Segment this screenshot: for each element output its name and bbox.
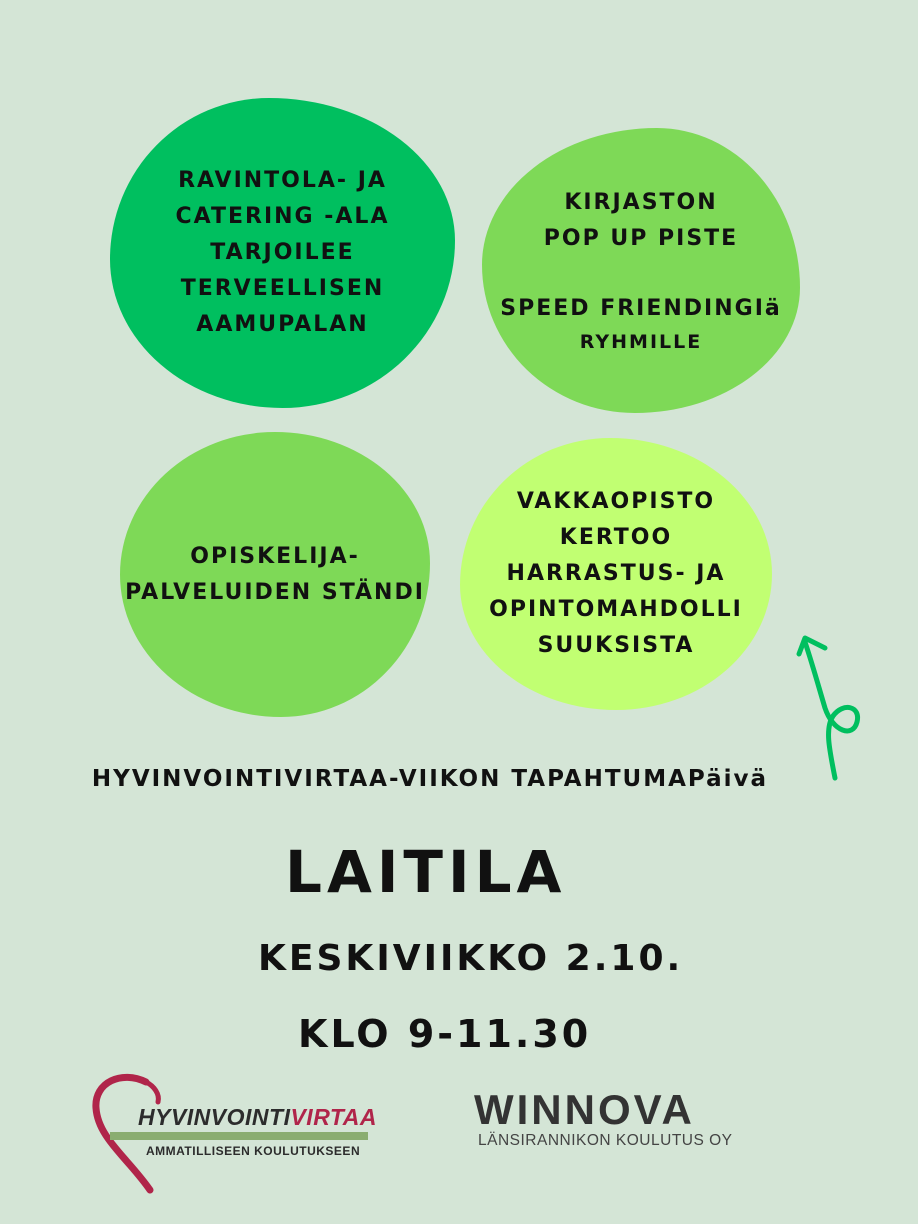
restaurant-blob: [110, 98, 455, 408]
city-title: LAITILA: [285, 838, 567, 906]
restaurant-line-5: AAMUPALAN: [196, 312, 369, 337]
vakkaopisto-line-1: VAKKAOPISTO: [516, 489, 716, 514]
logo-subtitle: AMMATILLISEEN KOULUTUKSEEN: [146, 1144, 361, 1158]
curly-arrow-icon: [795, 628, 875, 786]
hyvinvointivirtaa-logo: [88, 1068, 378, 1198]
library-line-2: POP UP PISTE: [543, 225, 739, 251]
speed-friending-line: SPEED FRIENDINGIä: [500, 295, 782, 321]
event-subtitle: HYVINVOINTIVIRTAA-VIIKON TAPAHTUMAPäivä: [91, 766, 769, 792]
logo-virtaa-text: VIRTAA: [290, 1104, 377, 1130]
vakkaopisto-line-4: OPINTOMAHDOLLI: [489, 597, 743, 622]
restaurant-line-3: TARJOILEE: [210, 240, 355, 265]
winnova-name: WINNOVA: [474, 1086, 695, 1133]
winnova-subtitle: LÄNSIRANNIKON KOULUTUS OY: [478, 1132, 733, 1149]
vakkaopisto-line-3: HARRASTUS- JA: [506, 561, 726, 586]
student-services-line-1: OPISKELIJA-: [190, 543, 360, 569]
restaurant-line-4: TERVEELLISEN: [180, 276, 385, 301]
vakkaopisto-line-5: SUUKSISTA: [537, 633, 695, 658]
library-line-1: KIRJASTON: [564, 189, 718, 215]
restaurant-line-1: RAVINTOLA- JA: [178, 168, 387, 193]
restaurant-line-2: CATERING -ALA: [175, 204, 390, 229]
student-services-blob: [120, 432, 430, 717]
logo-divider: [110, 1132, 368, 1140]
event-time: KLO 9-11.30: [298, 1012, 592, 1056]
logo-hyvinvointi-text: HYVINVOINTI: [138, 1104, 291, 1130]
winnova-logo: [474, 1088, 764, 1158]
groups-line: RYHMILLE: [579, 330, 703, 353]
vakkaopisto-blob: [460, 438, 772, 710]
event-date: KESKIVIIKKO 2.10.: [258, 938, 684, 979]
student-services-line-2: PALVELUIDEN STÄNDI: [125, 579, 425, 605]
vakkaopisto-line-2: KERTOO: [559, 525, 673, 550]
library-blob: [482, 128, 800, 413]
